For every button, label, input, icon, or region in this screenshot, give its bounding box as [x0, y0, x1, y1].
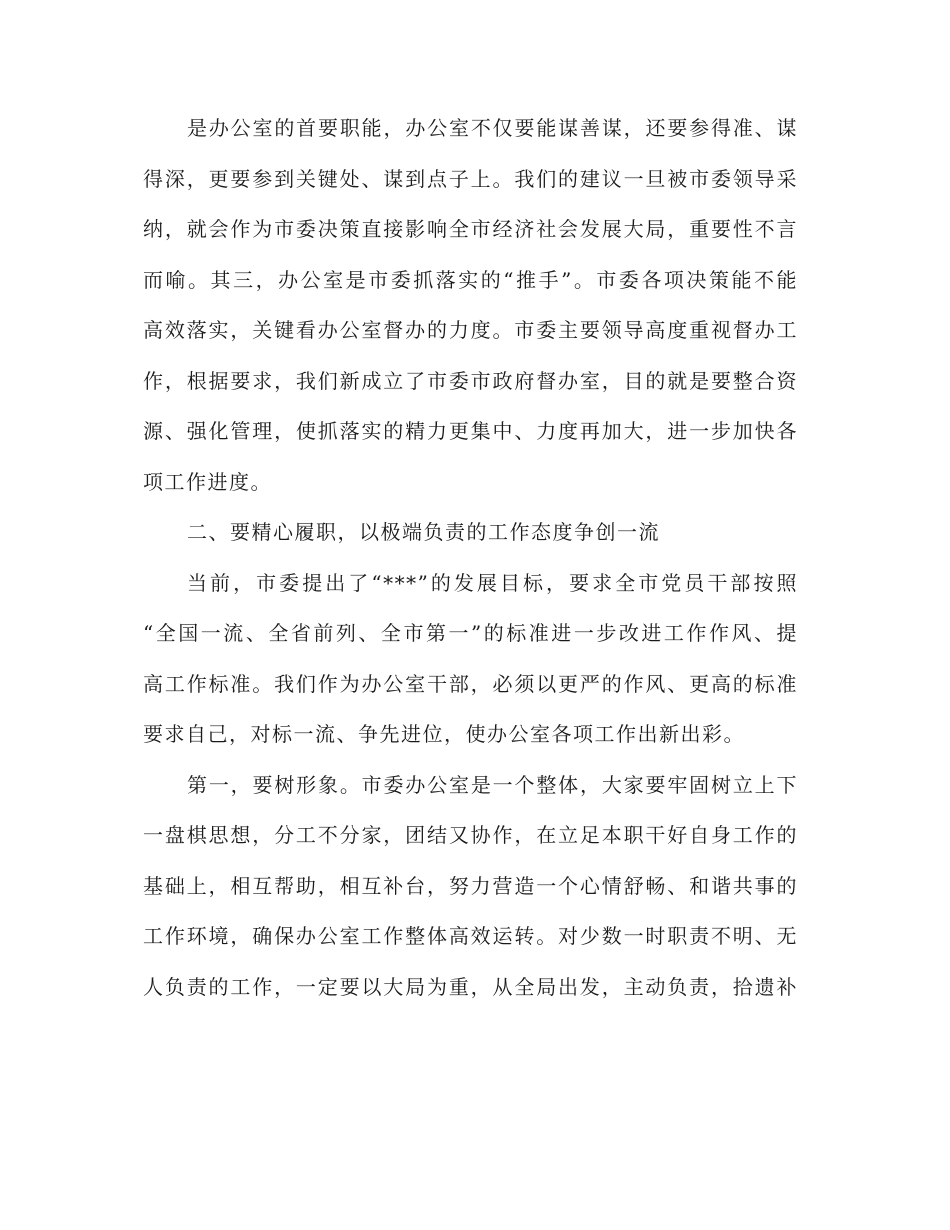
body-line-4: 而喻。其三，办公室是市委抓落实的“推手”。市委各项决策能不能: [143, 267, 798, 292]
body-line-15: 一盘棋思想，分工不分家，团结又协作，在立足本职干好自身工作的: [143, 823, 798, 847]
body-line-10: 当前，市委提出了“***”的发展目标，要求全市党员干部按照: [187, 570, 798, 595]
body-line-6: 作，根据要求，我们新成立了市委市政府督办室，目的就是要整合资: [143, 368, 798, 393]
body-line-16: 基础上，相互帮助，相互补台，努力营造一个心情舒畅、和谐共事的: [143, 873, 798, 898]
body-line-5: 高效落实，关键看办公室督办的力度。市委主要领导高度重视督办工: [143, 318, 798, 342]
section-heading: 二、要精心履职，以极端负责的工作态度争创一流: [187, 520, 660, 544]
body-line-13: 要求自己，对标一流、争先进位，使办公室各项工作出新出彩。: [143, 722, 745, 746]
body-line-3: 纳，就会作为市委决策直接影响全市经济社会发展大局，重要性不言: [143, 217, 798, 241]
body-line-14: 第一，要树形象。市委办公室是一个整体，大家要牢固树立上下: [187, 772, 798, 797]
body-line-18: 人负责的工作，一定要以大局为重，从全局出发，主动负责，拾遗补: [143, 974, 798, 999]
document-body: [143, 103, 798, 1012]
body-line-8: 项工作进度。: [143, 469, 272, 494]
body-line-7: 源、强化管理，使抓落实的精力更集中、力度再加大，进一步加快各: [143, 419, 798, 443]
body-line-2: 得深，更要参到关键处、谋到点子上。我们的建议一旦被市委领导采: [143, 166, 798, 191]
body-line-12: 高工作标准。我们作为办公室干部，必须以更严的作风、更高的标准: [143, 671, 798, 696]
body-line-11: “全国一流、全省前列、全市第一”的标准进一步改进工作作风、提: [143, 621, 798, 645]
body-line-17: 工作环境，确保办公室工作整体高效运转。对少数一时职责不明、无: [143, 924, 798, 948]
body-line-1: 是办公室的首要职能，办公室不仅要能谋善谋，还要参得准、谋: [187, 116, 798, 140]
